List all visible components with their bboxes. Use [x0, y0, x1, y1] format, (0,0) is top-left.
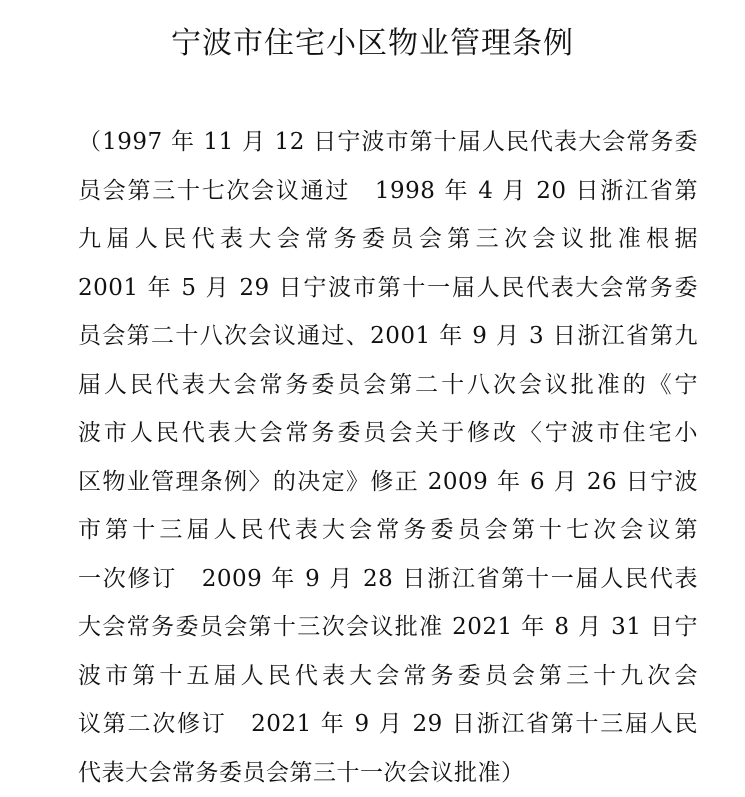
revision-note-line: 员会第三十七次会议通过 1998 年 4 月 20 日浙江省第 [78, 167, 698, 216]
revision-note [78, 118, 698, 797]
revision-note-line: 大会常务委员会第十三次会议批准 2021 年 8 月 31 日宁 [78, 603, 698, 652]
revision-note-line: 员会第二十八次会议通过、2001 年 9 月 3 日浙江省第九 [78, 312, 698, 361]
revision-note-line: 波市人民代表大会常务委员会关于修改〈宁波市住宅小 [78, 409, 698, 458]
revision-note-line: 一次修订 2009 年 9 月 28 日浙江省第十一届人民代表 [78, 555, 698, 604]
revision-note-line: 2001 年 5 月 29 日宁波市第十一届人民代表大会常务委 [78, 264, 698, 313]
revision-note-line: 届人民代表大会常务委员会第二十八次会议批准的《宁 [78, 361, 698, 410]
revision-note-line: （1997 年 11 月 12 日宁波市第十届人民代表大会常务委 [78, 118, 698, 167]
revision-note-line: 九届人民代表大会常务委员会第三次会议批准根据 [78, 215, 698, 264]
revision-note-line: 区物业管理条例〉的决定》修正 2009 年 6 月 26 日宁波 [78, 458, 698, 507]
revision-note-line: 市第十三届人民代表大会常务委员会第十七次会议第 [78, 506, 698, 555]
revision-note-line: 代表大会常务委员会第三十一次会议批准） [78, 749, 698, 797]
revision-note-line: 议第二次修订 2021 年 9 月 29 日浙江省第十三届人民 [78, 700, 698, 749]
document-title: 宁波市住宅小区物业管理条例 [0, 22, 745, 66]
revision-note-line: 波市第十五届人民代表大会常务委员会第三十九次会 [78, 652, 698, 701]
